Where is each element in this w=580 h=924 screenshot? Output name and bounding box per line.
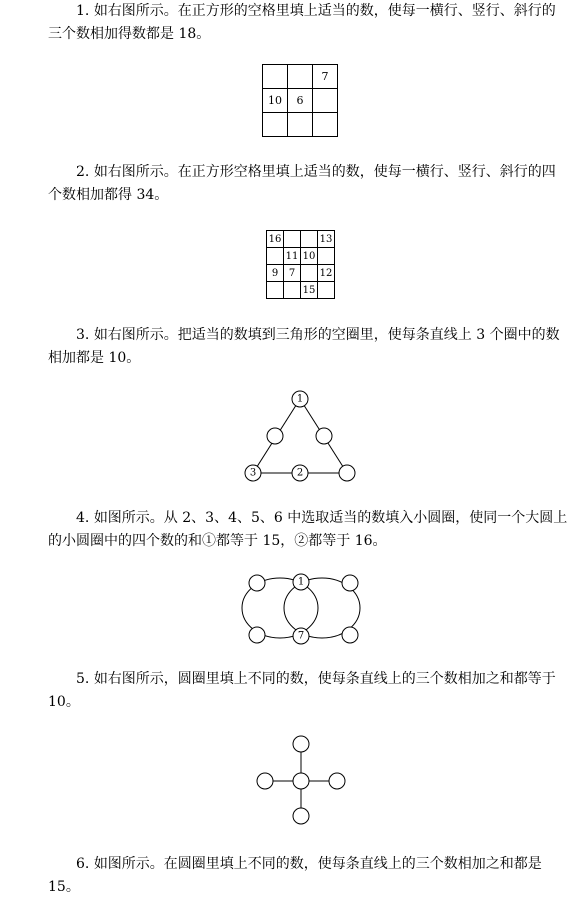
problem-4-number: 4. (76, 510, 90, 526)
triangle-label-top: 1 (296, 393, 304, 405)
grid4-cell: 7 (284, 265, 301, 282)
grid4-cell[interactable] (318, 248, 335, 265)
problem-4 (48, 507, 568, 553)
problem-6-text: 如图所示。在圆圈里填上不同的数，使每条直线上的三个数相加之和都是 15。 (48, 856, 542, 895)
magic-square-4x4 (266, 230, 335, 299)
ring-circle-bottom-right[interactable] (342, 627, 358, 643)
problem-2-text: 如右图所示。在正方形空格里填上适当的数，使每一横行、竖行、斜行的四个数相加都得 34。 (48, 164, 556, 203)
ring-circle-top-left[interactable] (249, 575, 265, 591)
problem-1 (48, 0, 568, 46)
problem-6-number: 6. (76, 856, 90, 872)
problem-5 (48, 668, 568, 714)
grid3-cell[interactable] (288, 65, 313, 89)
problem-5-number: 5. (76, 671, 90, 687)
cross-circle-right[interactable] (329, 773, 345, 789)
cross-circle-left[interactable] (257, 773, 273, 789)
grid4-cell[interactable] (267, 248, 284, 265)
problem-2-number: 2. (76, 164, 90, 180)
cross-figure (250, 732, 352, 828)
grid3-cell[interactable] (313, 113, 338, 137)
problem-6 (48, 853, 568, 899)
problem-1-number: 1. (76, 3, 90, 19)
grid3-cell[interactable] (313, 89, 338, 113)
grid4-cell: 12 (318, 265, 335, 282)
problem-1-text: 如右图所示。在正方形的空格里填上适当的数，使每一横行、竖行、斜行的三个数相加得数都是 18。 (48, 3, 556, 42)
magic-square-3x3 (262, 64, 338, 137)
problem-5-text: 如右图所示，圆圈里填上不同的数，使每条直线上的三个数相加之和都等于 10。 (48, 671, 556, 710)
problem-3 (48, 324, 568, 370)
grid4-cell: 15 (301, 282, 318, 299)
ring-label-top: 1 (297, 576, 305, 588)
triangle-circle-right[interactable] (316, 428, 332, 444)
cross-circle-top[interactable] (293, 736, 309, 752)
grid3-cell[interactable] (263, 113, 288, 137)
grid3-cell[interactable] (288, 113, 313, 137)
grid4-cell[interactable] (284, 231, 301, 248)
ring-circle-top-right[interactable] (342, 575, 358, 591)
problem-3-number: 3. (76, 327, 90, 343)
grid3-cell: 6 (288, 89, 313, 113)
triangle-label-bottom-left: 3 (249, 467, 257, 479)
grid4-cell[interactable] (301, 231, 318, 248)
grid4-cell: 13 (318, 231, 335, 248)
triangle-circle-bottom-right[interactable] (339, 465, 355, 481)
problem-2 (48, 161, 568, 207)
grid3-cell[interactable] (263, 65, 288, 89)
problem-3-text: 如右图所示。把适当的数填到三角形的空圈里，使每条直线上 3 个圈中的数相加都是 10。 (48, 327, 560, 366)
cross-circle-bottom[interactable] (293, 808, 309, 824)
ring-label-bottom: 7 (297, 630, 305, 642)
double-ring-figure (236, 568, 366, 648)
grid4-cell[interactable] (318, 282, 335, 299)
grid4-cell[interactable] (267, 282, 284, 299)
triangle-label-bottom-mid: 2 (296, 467, 304, 479)
cross-circle-center[interactable] (293, 773, 309, 789)
grid3-cell: 7 (313, 65, 338, 89)
grid4-cell: 9 (267, 265, 284, 282)
grid3-cell: 10 (263, 89, 288, 113)
triangle-circle-left[interactable] (267, 428, 283, 444)
triangle-figure (236, 384, 362, 488)
grid4-cell[interactable] (284, 282, 301, 299)
grid4-cell: 11 (284, 248, 301, 265)
ring-circle-bottom-left[interactable] (249, 627, 265, 643)
problem-4-text: 如图所示。从 2、3、4、5、6 中选取适当的数填入小圆圈，使同一个大圆上的小圆圈中的四个数的和①都等于 15，②都等于 16。 (48, 510, 568, 549)
grid4-cell[interactable] (301, 265, 318, 282)
grid4-cell: 16 (267, 231, 284, 248)
grid4-cell: 10 (301, 248, 318, 265)
